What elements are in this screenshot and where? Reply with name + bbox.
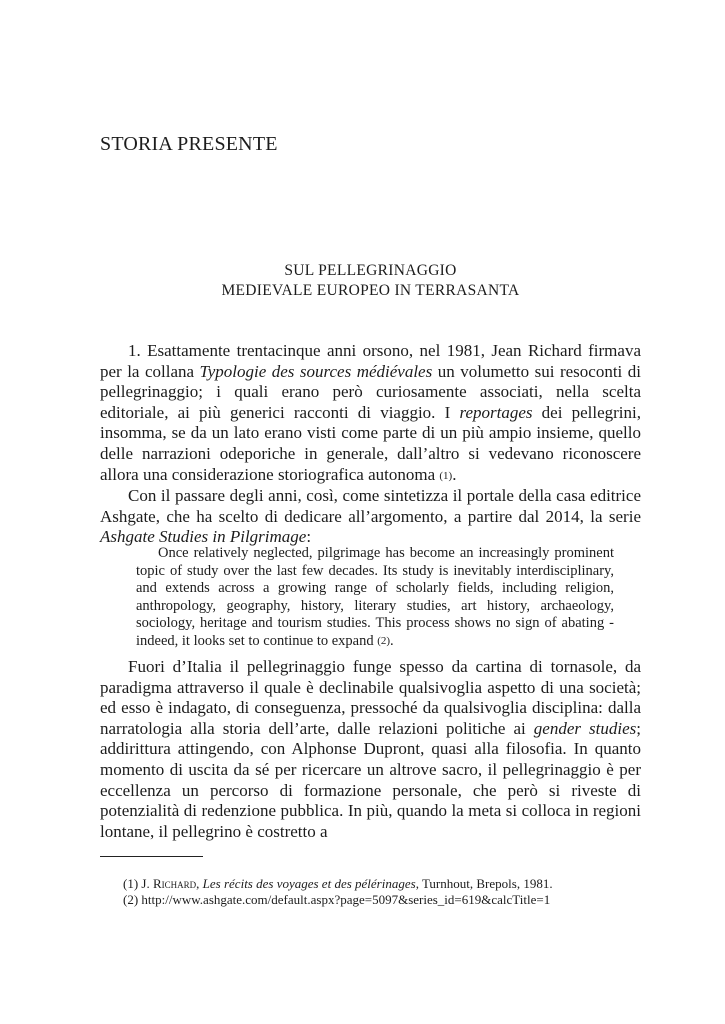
footnotes xyxy=(123,876,641,907)
paragraph-1-text-d: . xyxy=(452,464,457,484)
paragraph-1-italic-a: Typologie des sources médiévales xyxy=(199,361,433,381)
paragraph-3 xyxy=(100,657,641,842)
paragraph-1-text-b: un volumetto sui resoconti di pellegrinaggio; i quali erano però curiosamente associati, nella scelta editoriale, ai più generici racconti di viaggio. I xyxy=(100,361,641,422)
footnote-1-rest: , Turnhout, Brepols, 1981. xyxy=(415,876,553,891)
paragraph-1 xyxy=(100,341,641,486)
section-heading: STORIA PRESENTE xyxy=(100,133,278,155)
body-text-lower xyxy=(100,657,641,842)
blockquote xyxy=(136,545,614,651)
footnote-divider xyxy=(100,856,203,857)
paragraph-2-text-b: : xyxy=(306,527,312,547)
article-title xyxy=(100,261,641,301)
paragraph-2-text-a: Con il passare degli anni, così, come sintetizza il portale della casa editrice Ashgate, che ha scelto di dedicare all’argomento, a partire dal 2014, la serie xyxy=(100,486,641,526)
paragraph-2-italic-a: Ashgate Studies in Pilgrimage xyxy=(100,527,307,547)
paragraph-3-text-a: Fuori d’Italia il pellegrinaggio funge spesso da cartina di tornasole, da paradigma attraverso il quale è declinabile qualsivoglia aspetto di una società; ed esso è indagato, di conseguenza, pressoché da qualsivoglia disciplina: dalla narratologia alla storia dell’arte, dalle relazioni politiche ai xyxy=(100,657,641,738)
footnote-1-title: Les récits des voyages et des pélérinages xyxy=(202,876,416,891)
paragraph-2 xyxy=(100,486,641,548)
paragraph-1-text-a: 1. Esattamente trentacinque anni orsono, nel 1981, Jean Richard firmava per la collana xyxy=(100,341,641,381)
footnote-1-author-initial: J. xyxy=(141,876,153,891)
article-title-line-2: MEDIEVALE EUROPEO IN TERRASANTA xyxy=(221,282,520,299)
footnote-2-marker: (2) xyxy=(123,891,139,907)
footnote-1-marker: (1) xyxy=(123,876,139,891)
footnote-1-author-name: Richard xyxy=(152,876,197,891)
blockquote-paragraph xyxy=(136,545,614,651)
footnote-1 xyxy=(123,876,641,892)
blockquote-text: Once relatively neglected, pilgrimage has become an increasingly prominent topic of study over the last few decades. Its study is inevitably interdisciplinary, and extends across a growing range of scholarly fields, including religion, anthropology, geography, history, literary studies, art history, archaeology, sociology, heritage and tourism studies. This process shows no sign of abating - indeed, it looks set to continue to expand xyxy=(136,545,614,649)
footnote-ref-1: (1) xyxy=(439,469,453,482)
footnote-1-sep: , xyxy=(196,876,203,891)
paragraph-3-text-b: ; addirittura attingendo, con Alphonse Dupront, quasi alla filosofia. In quanto momento di uscita da sé per ricercare un altrove sacro, il pellegrinaggio è per eccellenza un percorso di formazione personale, che però si riveste di potenzialità di redenzione pubblica. In più, quando la meta si colloca in regioni lontane, il pellegrino è costretto a xyxy=(100,718,641,841)
body-text-upper xyxy=(100,341,641,548)
footnote-2 xyxy=(123,892,641,908)
article-title-line-1: SUL PELLEGRINAGGIO xyxy=(284,262,457,279)
footnote-ref-2: (2) xyxy=(377,634,391,647)
paragraph-3-italic-a: gender studies xyxy=(533,718,637,738)
footnote-2-link[interactable]: http://www.ashgate.com/default.aspx?page=5097&series_id=619&calcTitle=1 xyxy=(141,891,551,907)
blockquote-end: . xyxy=(390,632,394,649)
paragraph-1-italic-b: reportages xyxy=(459,402,533,422)
paragraph-1-text-c: dei pellegrini, insomma, se da un lato erano visti come parte di un più ampio insieme, quello delle narrazioni odeporiche in generale, dall’altro si vedevano riconoscere allora una considerazione storiografica autonoma xyxy=(100,402,641,484)
